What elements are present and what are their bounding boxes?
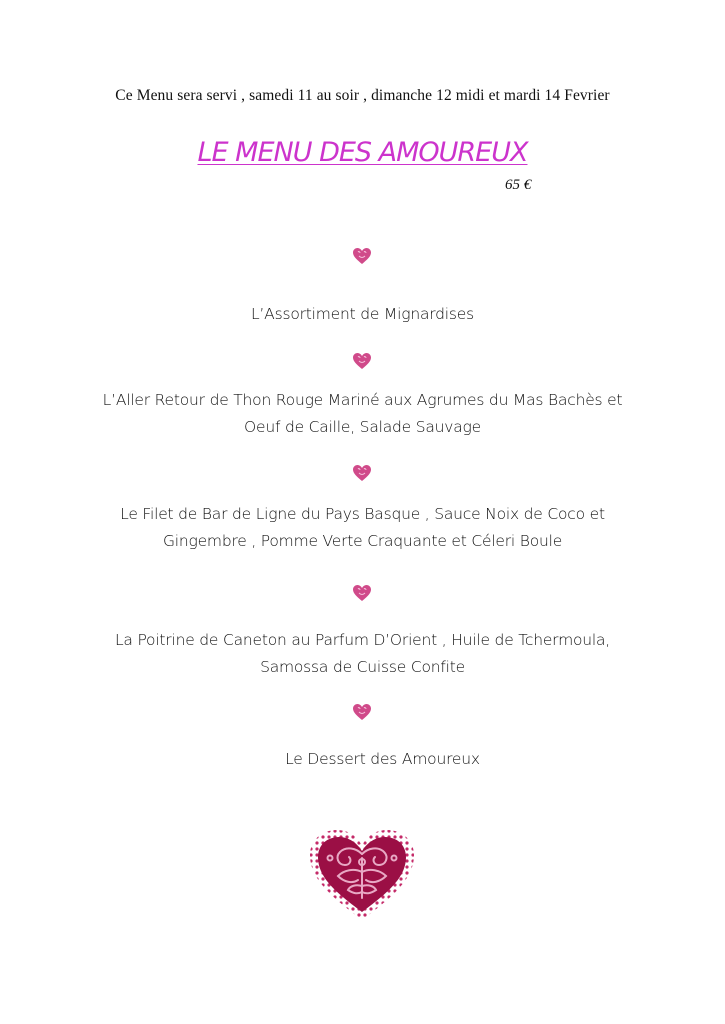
course-line: L’Aller Retour de Thon Rouge Mariné aux Agrumes du Mas Bachès et [102,391,623,409]
course-line: Le Dessert des Amoureux [285,750,480,768]
menu-title: LE MENU DES AMOUREUX [197,137,528,168]
heart-icon [352,464,372,482]
course-line: Gingembre , Pomme Verte Craquante et Céleri Boule [162,532,563,550]
course-dessert [20,746,725,773]
heart-icon [352,352,372,370]
course-line: Le Filet de Bar de Ligne du Pays Basque , Sauce Noix de Coco et [120,505,605,523]
heart-icon [352,584,372,602]
course-caneton [0,627,725,681]
course-line: La Poitrine de Caneton au Parfum D’Orient , Huile de Tchermoula, [114,631,611,649]
course-line: Samossa de Cuisse Confite [260,658,465,676]
course-thon [0,387,725,441]
heart-icon [352,247,372,265]
serve-note: Ce Menu sera servi , samedi 11 au soir , dimanche 12 midi et mardi 14 Fevrier [115,87,610,104]
heart-icon [352,703,372,721]
ornamental-heart-icon [308,828,416,922]
course-bar [0,501,725,555]
course-mignardises [0,301,725,328]
course-line: L’Assortiment de Mignardises [251,305,474,323]
menu-price: 65 € [505,177,532,193]
course-line: Oeuf de Caille, Salade Sauvage [244,418,481,436]
